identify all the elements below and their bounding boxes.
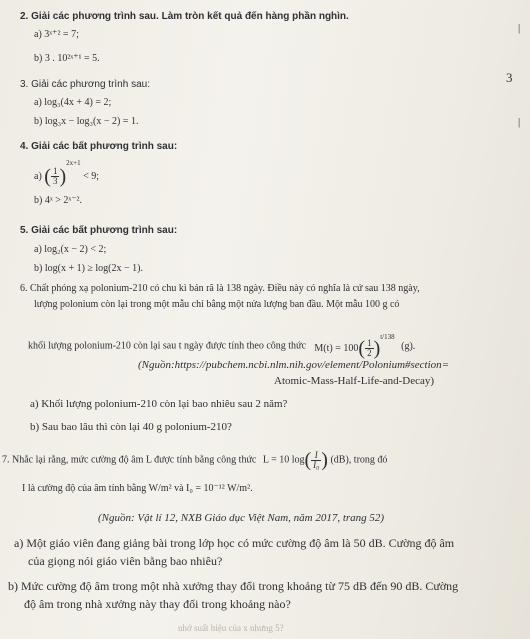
- question-3a: a) log₃(4x + 4) = 2;: [34, 97, 112, 108]
- question-7b-line-2: độ âm trong nhà xưởng này thay đổi trong khoảng nào?: [24, 597, 291, 611]
- question-6-line-2: lượng polonium còn lại trong một mẫu chỉ bằng một nửa lượng ban đầu. Một mẫu 100 g có: [34, 299, 400, 310]
- question-5a: a) log₂(x − 2) < 2;: [34, 244, 107, 255]
- question-7-source: (Nguồn: Vật lí 12, NXB Giáo dục Việt Nam, năm 2017, trang 52): [98, 512, 385, 524]
- gutter-mark: |: [518, 22, 521, 34]
- question-4a-label: a): [34, 171, 42, 182]
- question-2b: b) 3 . 10²ˣ⁺¹ = 5.: [34, 53, 100, 64]
- fraction-one-third: $\frac{1}{3}$: [52, 166, 58, 187]
- fraction-one-half: $\frac{1}{2}$: [367, 338, 372, 359]
- question-7a-line-2: của giọng nói giáo viên bằng bao nhiêu?: [28, 554, 223, 568]
- question-2a: a) 3ˣ⁺² = 7;: [34, 29, 79, 40]
- question-4b: b) 4ˣ > 2ˣ⁻².: [34, 195, 83, 206]
- question-3-title: 3. Giải các phương trình sau:: [20, 79, 150, 90]
- bleed-through-text: nhớ suất hiệu của x nhưng 5?: [178, 623, 284, 633]
- sound-level-formula: L = 10 log( $\frac{I}{\text{I₀}}$ ): [262, 449, 328, 471]
- question-6-line-3: [28, 334, 415, 359]
- question-2-title: 2. Giải các phương trình sau. Làm tròn kết quả đến hàng phần nghìn.: [20, 11, 349, 22]
- question-7-line-1: 7. Nhắc lại rằng, mức cường độ âm L được tính bằng công thức L = 10 log( $\frac{I}{\text{I₀}}$ ) (dB), trong đó: [2, 449, 388, 471]
- question-6a: a) Khối lượng polonium-210 còn lại bao nhiêu sau 2 năm?: [30, 398, 288, 410]
- question-7b-line-1: b) Mức cường độ âm trong một nhà xưởng thay đổi trong khoảng từ 75 dB đến 90 dB. Cường: [8, 579, 459, 593]
- gutter-mark: |: [518, 116, 521, 128]
- question-7-line-2: I là cường độ của âm tính bằng W/m² và I₀ = 10⁻¹² W/m².: [22, 483, 253, 494]
- question-4a-exponent: 2x+1: [66, 159, 81, 167]
- question-6-line-1: 6. Chất phóng xạ polonium-210 có chu kì bán rã là 138 ngày. Điều này có nghĩa là cứ sau 138 ngày,: [20, 283, 420, 294]
- question-5-title: 5. Giải các bất phương trình sau:: [20, 225, 178, 236]
- question-6b: b) Sau bao lâu thì còn lại 40 g polonium-210?: [30, 421, 232, 433]
- question-4a: a) ( $\frac{1}{3}$ )$^{2x+1}$ < 9;: [34, 159, 99, 188]
- question-4a-rhs: < 9;: [83, 171, 99, 182]
- question-5b: b) log(x + 1) ≥ log(2x − 1).: [34, 263, 143, 274]
- decay-formula-unit: (g).: [401, 340, 416, 352]
- question-7a-line-1: a) Một giáo viên đang giảng bài trong lớp học có mức cường độ âm là 50 dB. Cường độ âm: [14, 536, 455, 550]
- question-6-source-1: (Nguồn:https://pubchem.ncbi.nlm.nih.gov/element/Polonium#section=: [138, 359, 450, 371]
- question-6-line-3-text: khối lượng polonium-210 còn lại sau t ngày được tính theo công thức: [28, 340, 306, 352]
- question-6-source-2: Atomic-Mass-Half-Life-and-Decay): [274, 375, 435, 387]
- question-4-title: 4. Giải các bất phương trình sau:: [20, 141, 178, 152]
- decay-formula: M(t) = 100( $\frac{1}{2}$ )$^{t/138}$: [314, 333, 395, 360]
- gutter-mark: 3: [506, 70, 513, 85]
- question-3b: b) log₃x − log₃(x − 2) = 1.: [34, 116, 139, 127]
- fraction-i-over-i0: $\frac{I}{\text{I₀}}$: [313, 449, 320, 470]
- decay-formula-exponent: t/138: [380, 333, 395, 341]
